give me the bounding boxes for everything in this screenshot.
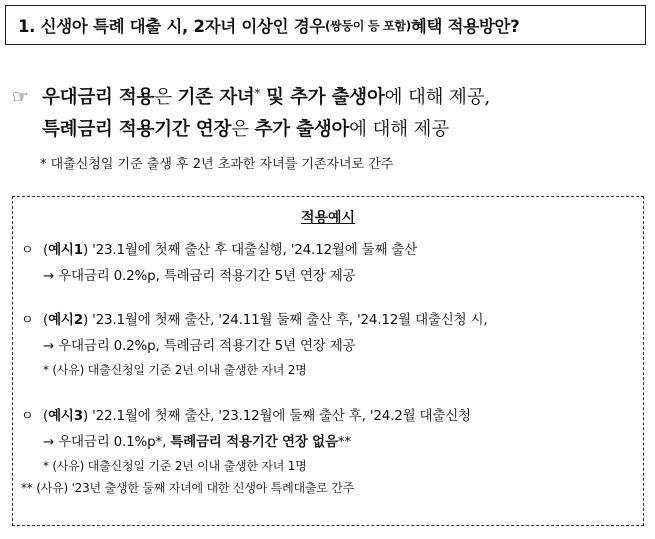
existing-child-text: 기존 자녀 [177,87,255,108]
footnote-mark: * [254,87,260,100]
bullet-icon: ㅇ [21,313,34,328]
example-label: 예시1 [48,242,83,258]
example-text: '23.1월에 첫째 출산 후 대출실행, '24.12월에 둘째 출산 [88,242,418,258]
main-point-line2 [12,114,652,146]
example-label: 예시3 [48,408,83,424]
example-result: → 우대금리 0.2%p, 특례금리 적용기간 5년 연장 제공 [43,268,356,284]
example-label: 예시2 [48,312,83,328]
section-title-end: 혜택 적용방안? [410,17,520,36]
text-segment: 에 대해 제공, [384,87,491,108]
bullet-icon: ㅇ [21,409,34,424]
example-reason-2: ** (사유) '23년 출생한 둘째 자녀에 대한 신생아 특례대출로 간주 [21,481,355,495]
main-point [12,78,652,146]
examples-title: 적용예시 [300,210,356,226]
examples-box [12,196,644,526]
preferential-rate-text: 우대금리 적용 [42,87,155,108]
footnote-mark: ** [337,434,351,450]
additional-birth-text: 추가 출생아 [290,87,385,108]
example-result: → 우대금리 0.2%p, 특례금리 적용기간 5년 연장 제공 [43,338,356,354]
example-text: '22.1월에 첫째 출산, '23.12월에 둘째 출산 후, '24.2월 대출신청 [88,408,471,424]
example-3: ㅇ (예시3) '22.1월에 첫째 출산, '23.12월에 둘째 출산 후, '24.2월 대출신청 → 우대금리 0.1%p*, 특례금리 적용기간 연장 없음** * (사유) 대출신청일 기준 2년 이내 출생한 자녀 1명 ** (사유) '23년 출생한 둘째 자녀에 대한 신생아 특례대출로 간주 [21,403,471,499]
example-result-a: → 우대금리 0.1%p*, [43,434,171,450]
no-extension-text: 특례금리 적용기간 연장 없음 [170,434,338,450]
example-reason: * (사유) 대출신청일 기준 2년 이내 출생한 자녀 2명 [43,363,307,377]
example-2: ㅇ (예시2) '23.1월에 첫째 출산, '24.11월 둘째 출산 후, '24.12월 대출신청 시, → 우대금리 0.2%p, 특례금리 적용기간 5년 연장 제공 * (사유) 대출신청일 기준 2년 이내 출생한 자녀 2명 [21,307,487,381]
section-header [5,5,646,45]
footnote: * 대출신청일 기준 출생 후 2년 초과한 자녀를 기존자녀로 간주 [40,157,394,172]
example-text: '23.1월에 첫째 출산, '24.11월 둘째 출산 후, '24.12월 대출신청 시, [88,312,488,328]
pointing-hand-icon: ☞ [12,87,29,108]
section-title: 1. 신생아 특례 대출 시, 2자녀 이상인 경우 [18,17,325,36]
example-reason: * (사유) 대출신청일 기준 2년 이내 출생한 자녀 1명 [43,459,307,473]
text-segment: 은 [154,87,178,108]
example-result [21,429,471,455]
main-point-line1 [12,78,652,114]
additional-birth-text: 추가 출생아 [254,119,350,140]
text-segment: 에 대해 제공 [349,119,449,140]
text-segment: 은 [231,119,255,140]
bullet-icon: ㅇ [21,243,34,258]
example-1: ㅇ (예시1) '23.1월에 첫째 출산 후 대출실행, '24.12월에 둘째 출산 → 우대금리 0.2%p, 특례금리 적용기간 5년 연장 제공 [21,237,417,289]
and-text: 및 [259,87,291,108]
section-title-paren: (쌍둥이 등 포함) [325,18,411,33]
special-rate-extension-text: 특례금리 적용기간 연장 [42,119,232,140]
